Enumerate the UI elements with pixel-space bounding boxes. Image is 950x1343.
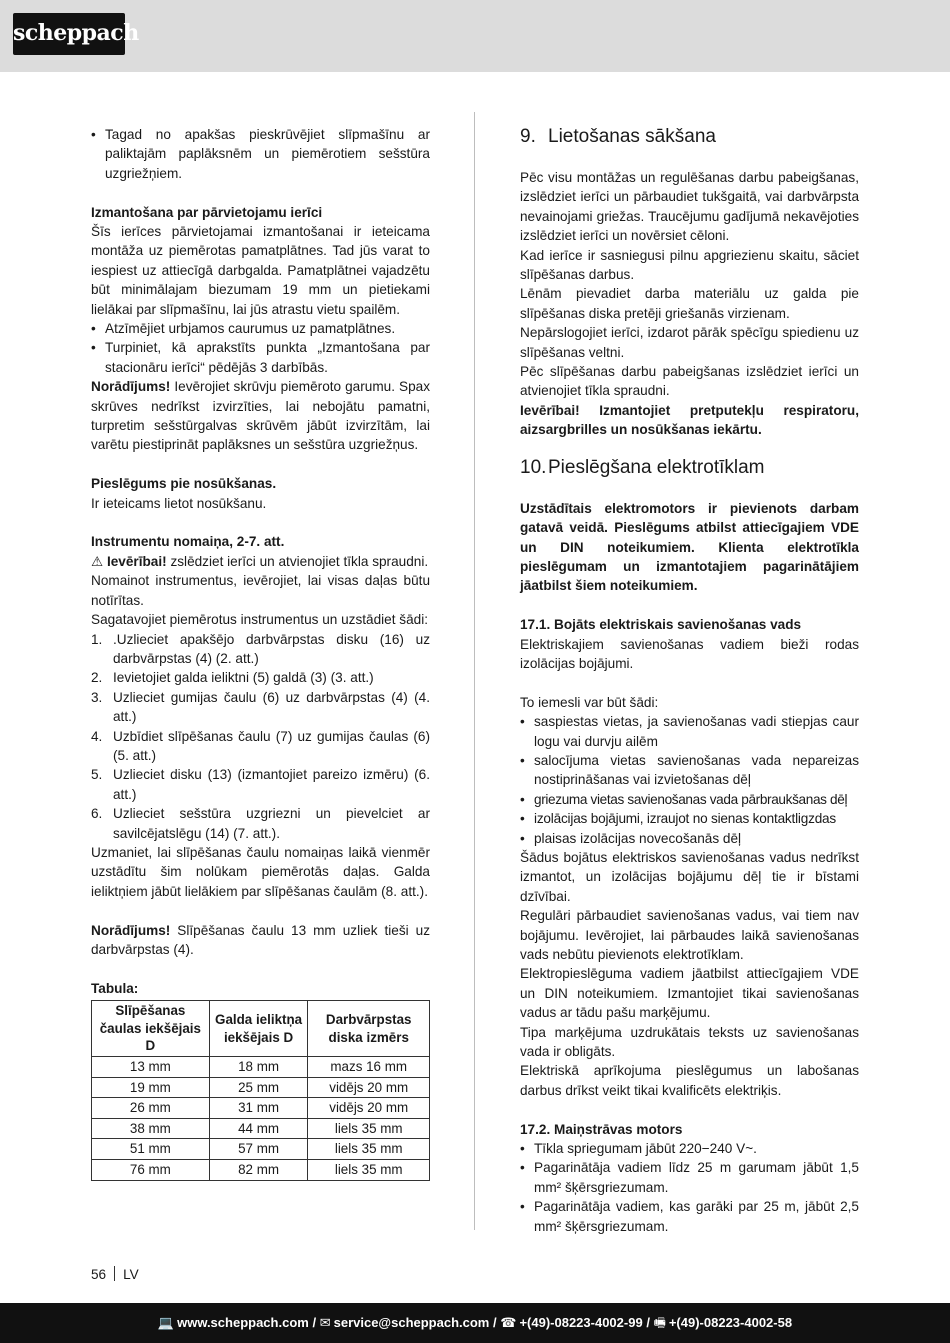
table-cell: vidējs 20 mm (308, 1077, 430, 1098)
table-cell: 25 mm (209, 1077, 308, 1098)
table-cell: 19 mm (92, 1077, 210, 1098)
list-item: • salocījuma vietas savienošanas vada nepareizas nostiprināšanas vai izvietošanas dēļ (520, 751, 859, 790)
footer-separator: / (312, 1315, 317, 1330)
step-text: Uzlieciet disku (13) (izmantojiet pareizo izmēru) (6. att.) (113, 767, 430, 802)
step-text: Uzbīdiet slīpēšanas čaulu (7) uz gumijas čaulas (6) (5. att.) (113, 728, 430, 763)
list-item: • griezuma vietas savienošanas vada pārbraukšanas dēļ (520, 790, 859, 809)
section-9-paragraph: Lēnām pievadiet darba materiālu uz galda pie slīpēšanas diska pretēji griešanās virzienam. (520, 286, 859, 321)
list-item: • izolācijas bojājumi, izraujot no sienas kontaktligzdas (520, 809, 859, 828)
left-column (91, 125, 430, 1181)
list-item (91, 668, 430, 687)
mobile-use-heading: Izmantošana par pārvietojamu ierīci (91, 204, 323, 220)
intro-bullet: • Tagad no apakšas pieskrūvējiet slīpmašīnu ar paliktajām paplāksnēm un piemērotiem sešstūra uzgriežņiem. (91, 125, 430, 183)
email-link[interactable]: service@scheppach.com (333, 1315, 490, 1330)
table-cell: 51 mm (92, 1139, 210, 1160)
cable-paragraph: Elektropieslēguma vadiem jāatbilst attiecīgajiem VDE un DIN noteikumiem. Izmantojiet tikai savienošanas vadus ar tādu pašu marķējumu. (520, 966, 859, 1021)
note-text: Slīpēšanas čaulu 13 mm uzliek tieši uz darbvārpstas (4). (91, 922, 430, 957)
section-9-paragraph: Pēc visu montāžas un regulēšanas darbu pabeigšanas, izslēdziet ierīci un pārbaudiet tukšgaitā, vai darbvārpsta nevainojami griežas. Traucējumu gadījumā nekavējoties izslēdziet ierīci un novērsiet cēloni. (520, 170, 859, 244)
list-item: • Pagarinātāja vadiem, kas garāki par 25 m, jābūt 2,5 mm² šķērsgriezumam. (520, 1197, 859, 1236)
scheppach-logo: scheppach (13, 13, 125, 55)
footer-separator: / (646, 1315, 650, 1330)
table-cell: liels 35 mm (308, 1159, 430, 1180)
list-item: • Turpiniet, kā aprakstīts punkta „Izmantošana par stacionāru ierīci“ pēdējās 3 darbībās. (91, 338, 430, 377)
step-text: Uzlieciet gumijas čaulu (6) uz darbvārpstas (4) (4. att.) (113, 689, 430, 725)
step-number: 4. (91, 728, 103, 744)
fax-number: +(49)-08223-4002-58 (668, 1315, 793, 1330)
table-header-cell: Darbvārpstas diska izmērs (308, 1001, 430, 1057)
step-text: Ievietojiet galda ieliktni (5) galdā (3) (3. att.) (113, 670, 374, 686)
warning-icon: ⚠ (91, 553, 104, 569)
footer-bar (0, 1303, 950, 1343)
table-cell: 26 mm (92, 1098, 210, 1119)
section-number: 10. (520, 456, 547, 478)
cable-paragraph: Elektriskā aprīkojuma pieslēgumus un labošanas darbus drīkst veikt tikai kvalificēts elektriķis. (520, 1063, 859, 1098)
list-item (91, 727, 430, 766)
table-cell: 57 mm (209, 1139, 308, 1160)
language-code: LV (123, 1267, 139, 1282)
table-header-cell: Slīpēšanas čaulas iekšējais D (92, 1001, 210, 1057)
table-cell: 38 mm (92, 1118, 210, 1139)
step-number: 2. (91, 670, 103, 686)
warning-text: zslēdziet ierīci un atvienojiet tīkla spraudni. (170, 553, 429, 569)
header-bar (0, 0, 950, 72)
list-item (91, 804, 430, 843)
sizes-table (91, 1000, 430, 1180)
fax-icon: 🖷 (653, 1315, 666, 1330)
tool-change-text-3: Uzmaniet, lai slīpēšanas čaulu nomaiņas laikā vienmēr uzstādītu šim nolūkam piemērotās daļas. Galda ieliktņiem jābūt lielākiem par slīpēšanas čaulām (8. att.). (91, 844, 430, 899)
table-row (92, 1077, 430, 1098)
step-number: 1. (91, 631, 103, 647)
footer-separator: / (493, 1315, 497, 1330)
table-row (92, 1139, 430, 1160)
motor-heading: 17.2. Maiņstrāvas motors (520, 1121, 683, 1137)
list-item: • Atzīmējiet urbjamos caurumus uz pamatplātnes. (91, 319, 430, 338)
table-cell: vidējs 20 mm (308, 1098, 430, 1119)
mobile-note (91, 377, 430, 455)
list-item (91, 765, 430, 804)
table-cell: 18 mm (209, 1056, 308, 1077)
table-cell: 13 mm (92, 1056, 210, 1077)
table-cell: 76 mm (92, 1159, 210, 1180)
note-text: Ievērojiet skrūvju piemēroto garumu. Spax skrūves nedrīkst izvirzīties, lai nebojātu pamatni, turpretim sešstūrgalvas skrūvēm jābūt izvirzītām, lai varētu piestiprināt paplāksnes un sešstūra uzgriežņus. (91, 379, 431, 453)
list-item: • plaisas izolācijas novecošanās dēļ (520, 829, 859, 848)
table-row (92, 1098, 430, 1119)
cable-text-1: Elektriskajiem savienošanas vadiem bieži rodas izolācijas bojājumi. (520, 636, 859, 671)
table-header-row (92, 1001, 430, 1057)
cable-heading: 17.1. Bojāts elektriskais savienošanas vads (520, 617, 802, 633)
list-item (91, 688, 430, 727)
computer-icon: 💻 (157, 1315, 175, 1330)
list-item: • Tīkla spriegumam jābūt 220−240 V~. (520, 1139, 859, 1158)
dust-extraction-heading: Pieslēgums pie nosūkšanas. (91, 476, 277, 492)
list-item (91, 630, 430, 669)
table-cell: 44 mm (209, 1118, 308, 1139)
section-10-intro: Uzstādītais elektromotors ir pievienots darbam gatavā veidā. Pieslēgums atbilst attiecīgajiem VDE un DIN noteikumiem. Klienta elektrotīkla pieslēgumam un izmantotajiem pagarinātājiem jāatbilst šiem noteikumiem. (520, 500, 859, 594)
page-number-value: 56 (91, 1267, 107, 1282)
table-row (92, 1056, 430, 1077)
section-title: Lietošanas sākšana (548, 126, 716, 147)
step-text: Uzlieciet sešstūra uzgriezni un pievelciet ar savilcējatslēgu (14) (7. att.). (113, 806, 430, 841)
list-item: • saspiestas vietas, ja savienošanas vadi stiepjas caur logu vai durvju ailēm (520, 712, 859, 751)
table-header-cell: Galda ieliktņa iekšējais D (209, 1001, 308, 1057)
mail-icon: ✉ (319, 1315, 331, 1330)
mobile-use-text: Šīs ierīces pārvietojamai izmantošanai ir ieteicama montāža uz piemērotas pamatplātnes. Tad jūs varat to iespiest uz attiecīgā darbgalda. Pamatplātnei vajadzētu būt minimālajam biezumam 19 mm un pietiekami lielākai par slīpmašīnu, lai jūs atrastu vietu spailēm. (91, 224, 430, 317)
cable-text-2: To iemesli var būt šādi: (520, 694, 659, 710)
section-number: 9. (520, 126, 536, 147)
column-divider (474, 112, 475, 1230)
tool-change-note (91, 921, 430, 960)
section-9-paragraph: Pēc slīpēšanas darbu pabeigšanas izslēdziet ierīci un atvienojiet tīkla spraudni. (520, 364, 859, 399)
cable-paragraph: Šādus bojātus elektriskos savienošanas vadus nedrīkst izmantot, un izolācijas bojājumu dēļ tie ir bīstami dzīvībai. (520, 849, 859, 904)
section-10-heading (520, 456, 859, 480)
website-link[interactable]: www.scheppach.com (177, 1315, 309, 1330)
phone-icon: ☎ (500, 1315, 517, 1330)
section-title: Pieslēgšana elektrotīklam (548, 456, 765, 478)
cable-paragraph: Regulāri pārbaudiet savienošanas vadus, vai tiem nav bojājumu. Ievērojiet, lai pārbaudes laikā savienošanas vads nebūtu pievienots elektrotīklam. (520, 908, 859, 962)
page-number (91, 1265, 139, 1284)
note-label: Norādījums! (91, 922, 171, 938)
page-number-separator (114, 1266, 115, 1281)
section-9-warning: Ievērībai! Izmantojiet pretputekļu respiratoru, aizsargbrilles un nosūkšanas iekārtu. (520, 402, 859, 438)
tool-change-text-1: Nomainot instrumentus, ievērojiet, lai visas daļas būtu notīrītas. (91, 573, 430, 608)
step-number: 5. (91, 767, 103, 783)
step-number: 6. (91, 806, 103, 822)
section-9-paragraph: Nepārslogojiet ierīci, izdarot pārāk spēcīgu spiedienu uz slīpēšanas veltni. (520, 325, 859, 360)
tool-change-heading: Instrumentu nomaiņa, 2-7. att. (91, 534, 285, 550)
table-row (92, 1118, 430, 1139)
table-row (92, 1159, 430, 1180)
note-label: Norādījums! (91, 379, 171, 395)
section-9-paragraph: Kad ierīce ir sasniegusi pilnu apgriezienu skaitu, sāciet slīpēšanas darbus. (520, 247, 859, 283)
phone-number: +(49)-08223-4002-99 (519, 1315, 643, 1330)
cable-paragraph: Tipa marķējuma uzdrukātais teksts uz savienošanas vada ir obligāts. (520, 1024, 859, 1060)
tool-change-warning (91, 552, 430, 571)
list-item: • Pagarinātāja vadiem līdz 25 m garumam jābūt 1,5 mm² šķērsgriezumam. (520, 1158, 859, 1197)
table-title: Tabula: (91, 980, 139, 996)
tool-change-text-2: Sagatavojiet piemērotus instrumentus un uzstādiet šādi: (91, 612, 429, 628)
step-number: 3. (91, 689, 103, 705)
right-column (520, 125, 859, 1236)
warning-label: Ievērībai! (106, 553, 167, 569)
table-cell: mazs 16 mm (308, 1056, 430, 1077)
step-text: .Uzlieciet apakšējo darbvārpstas disku (16) uz darbvārpstas (4) (2. att.) (113, 631, 430, 666)
section-9-heading (520, 125, 859, 149)
table-cell: 82 mm (209, 1159, 308, 1180)
table-cell: liels 35 mm (308, 1118, 430, 1139)
table-cell: 31 mm (209, 1098, 308, 1119)
dust-extraction-text: Ir ieteicams lietot nosūkšanu. (91, 495, 267, 511)
table-cell: liels 35 mm (308, 1139, 430, 1160)
